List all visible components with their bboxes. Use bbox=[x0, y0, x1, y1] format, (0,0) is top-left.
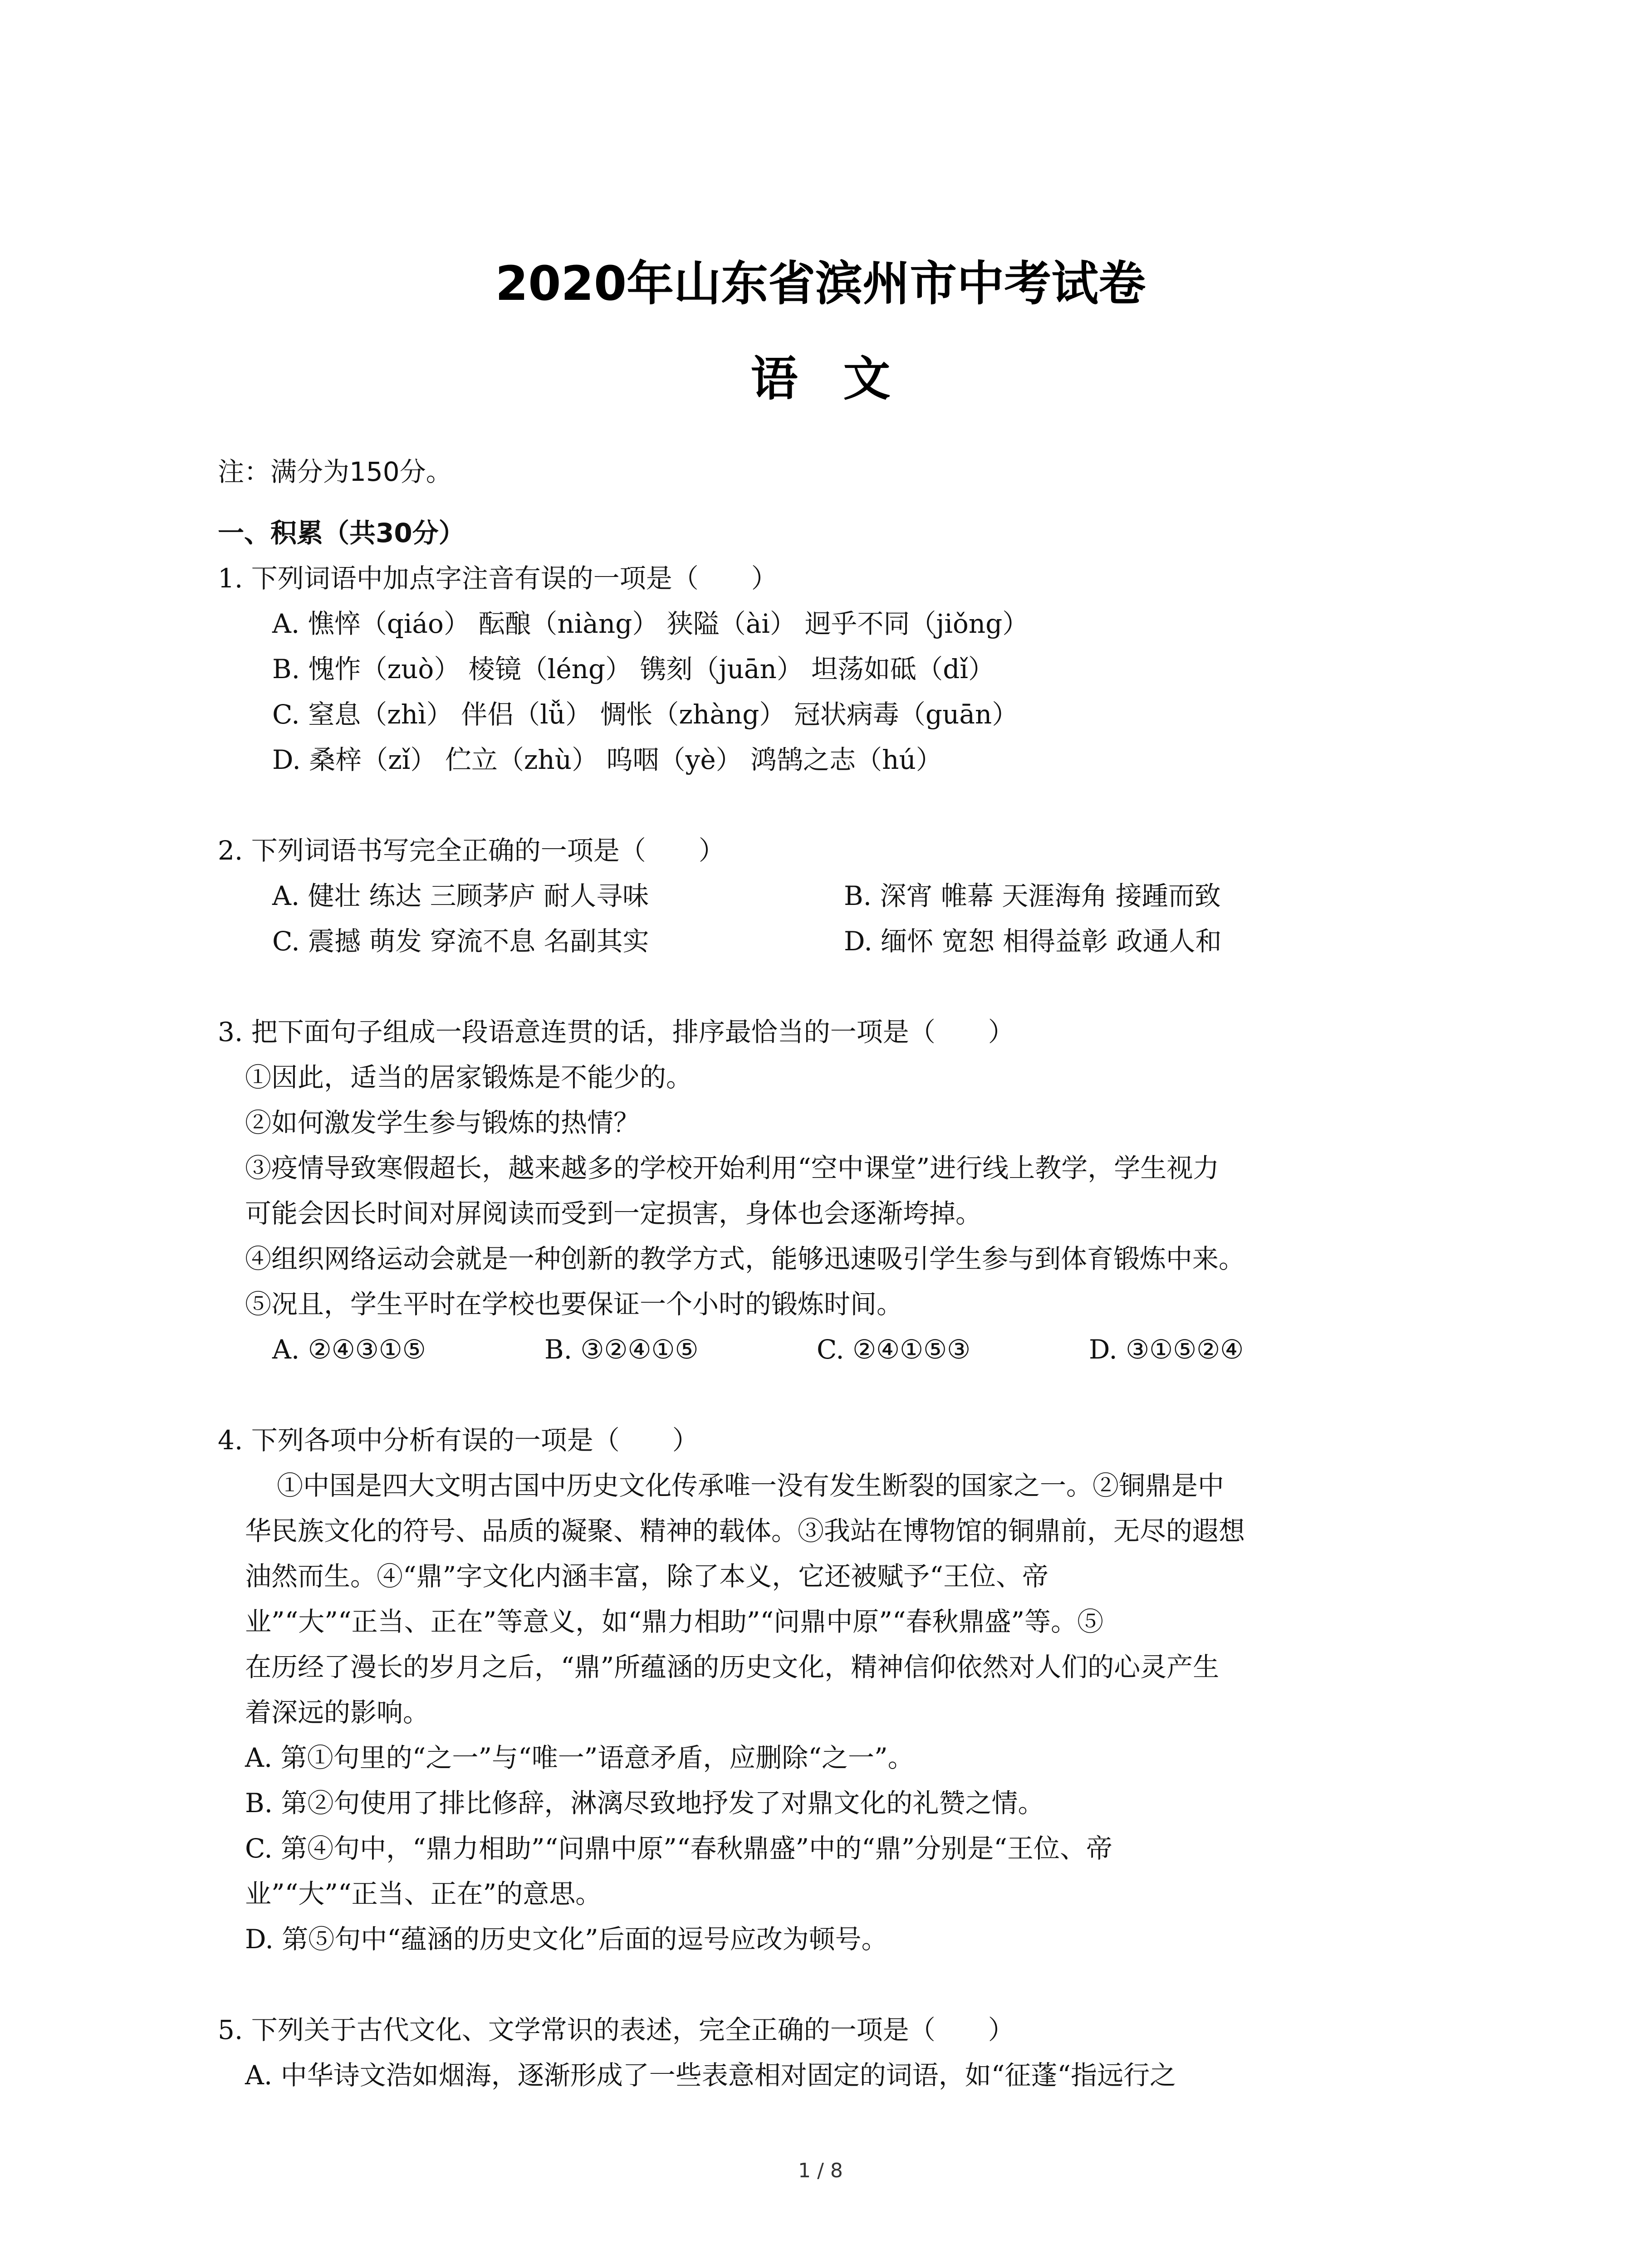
page-number: 1 / 8 bbox=[798, 2159, 843, 2182]
question-1 bbox=[218, 556, 1443, 782]
page-subtitle: 语文 bbox=[750, 351, 936, 406]
sentence: ③疫情导致寒假超长，越来越多的学校开始利用“空中课堂”进行线上教学，学生视力 bbox=[245, 1153, 1220, 1183]
option-c-continued: 业”“大”“正当、正在”的意思。 bbox=[245, 1878, 602, 1909]
option-d: D. 桑梓（zǐ） 伫立（zhù） 呜咽（yè） 鸿鹄之志（hú） bbox=[272, 744, 942, 775]
page-title: 2020年山东省滨州市中考试卷 bbox=[495, 256, 1146, 311]
option-row bbox=[218, 919, 1443, 964]
option-c: C. 第④句中，“鼎力相助”“问鼎中原”“春秋鼎盛”中的“鼎”分别是“王位、帝 bbox=[245, 1833, 1113, 1864]
option-a: A. 憔悴（qiáo） 酝酿（niàng） 狭隘（ài） 迥乎不同（jiǒng） bbox=[272, 608, 1029, 639]
passage-line: 着深远的影响。 bbox=[245, 1697, 430, 1728]
option-row bbox=[218, 873, 1443, 919]
option-a: A. 第①句里的“之一”与“唯一”语意矛盾，应删除“之一”。 bbox=[245, 1742, 914, 1773]
question-3 bbox=[218, 1009, 1443, 1372]
sentence: ④组织网络运动会就是一种创新的教学方式，能够迅速吸引学生参与到体育锻炼中来。 bbox=[245, 1243, 1245, 1274]
option-b: B. ③②④①⑤ bbox=[544, 1334, 699, 1365]
sentence: ①因此，适当的居家锻炼是不能少的。 bbox=[245, 1062, 693, 1093]
question-stem: 5. 下列关于古代文化、文学常识的表述，完全正确的一项是（ ） bbox=[218, 2014, 1014, 2045]
option-a: A. ②④③①⑤ bbox=[272, 1334, 426, 1365]
option-d: D. 第⑤句中“蕴涵的历史文化”后面的逗号应改为顿号。 bbox=[245, 1924, 888, 1955]
passage-line: 油然而生。④“鼎”字文化内涵丰富，除了本义，它还被赋予“王位、帝 bbox=[245, 1561, 1048, 1592]
question-stem: 4. 下列各项中分析有误的一项是（ ） bbox=[218, 1425, 699, 1456]
option-d: D. 缅怀 宽恕 相得益彰 政通人和 bbox=[844, 926, 1222, 957]
sentence: ②如何激发学生参与锻炼的热情？ bbox=[245, 1107, 640, 1138]
option-a: A. 健壮 练达 三顾茅庐 耐人寻味 bbox=[272, 880, 649, 911]
option-d: D. ③①⑤②④ bbox=[1089, 1334, 1244, 1365]
question-stem: 2. 下列词语书写完全正确的一项是（ ） bbox=[218, 835, 725, 866]
passage-line: 业”“大”“正当、正在”等意义，如“鼎力相助”“问鼎中原”“春秋鼎盛”等。⑤ bbox=[245, 1606, 1104, 1637]
option-c: C. 震撼 萌发 穿流不息 名副其实 bbox=[272, 926, 649, 957]
passage-line: 在历经了漫长的岁月之后，“鼎”所蕴涵的历史文化，精神信仰依然对人们的心灵产生 bbox=[245, 1652, 1220, 1682]
section-heading: 一、积累（共30分） bbox=[218, 518, 465, 548]
sentence: 可能会因长时间对屏阅读而受到一定损害，身体也会逐渐垮掉。 bbox=[245, 1198, 982, 1229]
question-5 bbox=[218, 2007, 1443, 2098]
question-2 bbox=[218, 828, 1443, 964]
option-c: C. ②④①⑤③ bbox=[817, 1334, 971, 1365]
passage-line: ①中国是四大文明古国中历史文化传承唯一没有发生断裂的国家之一。②铜鼎是中 bbox=[277, 1470, 1225, 1501]
option-b: B. 愧怍（zuò） 棱镜（léng） 镌刻（juān） 坦荡如砥（dǐ） bbox=[272, 654, 994, 684]
sentence: ⑤况且，学生平时在学校也要保证一个小时的锻炼时间。 bbox=[245, 1289, 903, 1320]
question-4 bbox=[218, 1418, 1443, 1962]
option-b: B. 深宵 帷幕 天涯海角 接踵而致 bbox=[844, 880, 1221, 911]
option-a: A. 中华诗文浩如烟海，逐渐形成了一些表意相对固定的词语，如“征蓬“指远行之 bbox=[245, 2060, 1176, 2091]
option-b: B. 第②句使用了排比修辞，淋漓尽致地抒发了对鼎文化的礼赞之情。 bbox=[245, 1788, 1044, 1818]
passage-line: 华民族文化的符号、品质的凝聚、精神的载体。③我站在博物馆的铜鼎前，无尽的遐想 bbox=[245, 1515, 1245, 1546]
exam-content bbox=[218, 449, 1443, 2098]
question-stem: 1. 下列词语中加点字注音有误的一项是（ ） bbox=[218, 563, 778, 594]
question-stem: 3. 把下面句子组成一段语意连贯的话，排序最恰当的一项是（ ） bbox=[218, 1017, 1014, 1047]
option-row bbox=[218, 1327, 1443, 1372]
option-c: C. 窒息（zhì） 伴侣（lǚ） 惆怅（zhàng） 冠状病毒（guān） bbox=[272, 699, 1019, 730]
score-note: 注：满分为150分。 bbox=[218, 456, 452, 487]
